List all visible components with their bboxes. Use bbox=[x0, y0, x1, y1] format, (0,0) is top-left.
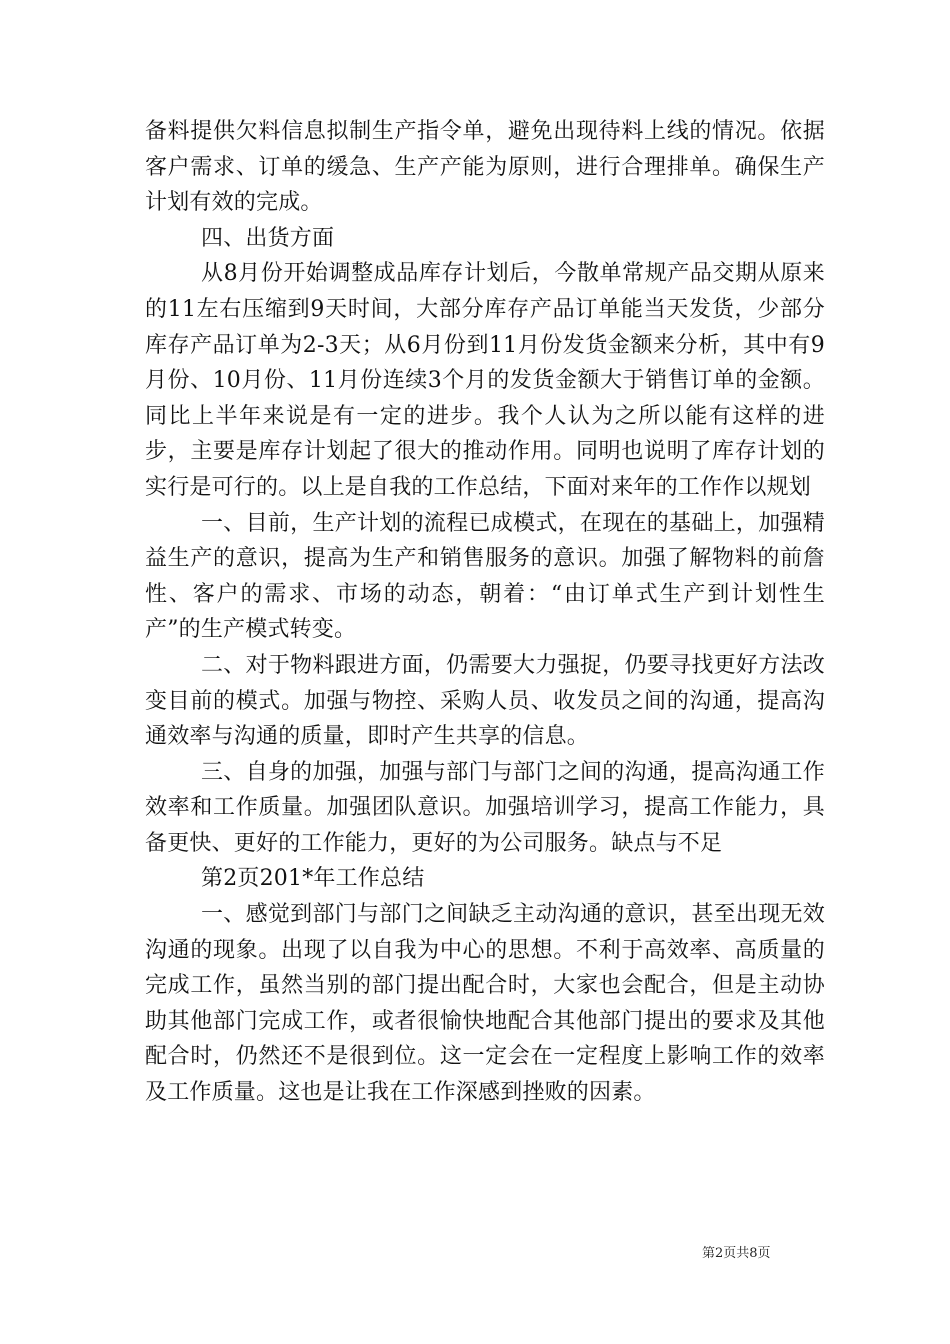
paragraph-shipping: 从8月份开始调整成品库存计划后，今散单常规产品交期从原来的11左右压缩到9天时间，大部分库存产品订单能当天发货，少部分库存产品订单为2-3天；从6月份到11月份发货金额来分析，其中有9月份、10月份、11月份连续3个月的发货金额大于销售订单的金额。同比上半年来说是有一定的进步。我个人认为之所以能有这样的进步，主要是库存计划起了很大的推动作用。同明也说明了库存计划的实行是可行的。以上是自我的工作总结，下面对来年的工作作以规划 bbox=[145, 261, 825, 500]
paragraph-plan-three: 三、自身的加强，加强与部门与部门之间的沟通，提高沟通工作效率和工作质量。加强团队意识。加强培训学习，提高工作能力，具备更快、更好的工作能力，更好的为公司服务。缺点与不足 bbox=[145, 759, 825, 856]
paragraph-continuation: 备料提供欠料信息拟制生产指令单，避免出现待料上线的情况。依据客户需求、订单的缓急、生产产能为原则，进行合理排单。确保生产计划有效的完成。 bbox=[145, 119, 825, 216]
paragraph-plan-one: 一、目前，生产计划的流程已成模式，在现在的基础上，加强精益生产的意识，提高为生产和销售服务的意识。加强了解物料的前詹性、客户的需求、市场的动态，朝着：“由订单式生产到计划性生产”的生产模式转变。 bbox=[145, 510, 825, 643]
section-heading-page-summary: 第2页201*年工作总结 bbox=[201, 866, 425, 892]
section-heading-shipping: 四、出货方面 bbox=[201, 225, 335, 251]
paragraph-plan-two: 二、对于物料跟进方面，仍需要大力强捉，仍要寻找更好方法改变目前的模式。加强与物控、采购人员、收发员之间的沟通，提高沟通效率与沟通的质量，即时产生共享的信息。 bbox=[145, 652, 825, 750]
document-body bbox=[145, 114, 825, 1111]
page-indicator: 第2页共8页 bbox=[702, 1246, 771, 1261]
paragraph-shortcoming-one: 一、感觉到部门与部门之间缺乏主动沟通的意识，甚至出现无效沟通的现象。出现了以自我为中心的思想。不利于高效率、高质量的完成工作，虽然当别的部门提出配合时，大家也会配合，但是主动协助其他部门完成工作，或者很愉快地配合其他部门提出的要求及其他配合时，仍然还不是很到位。这一定会在一定程度上影响工作的效率及工作质量。这也是让我在工作深感到挫败的因素。 bbox=[145, 902, 825, 1106]
